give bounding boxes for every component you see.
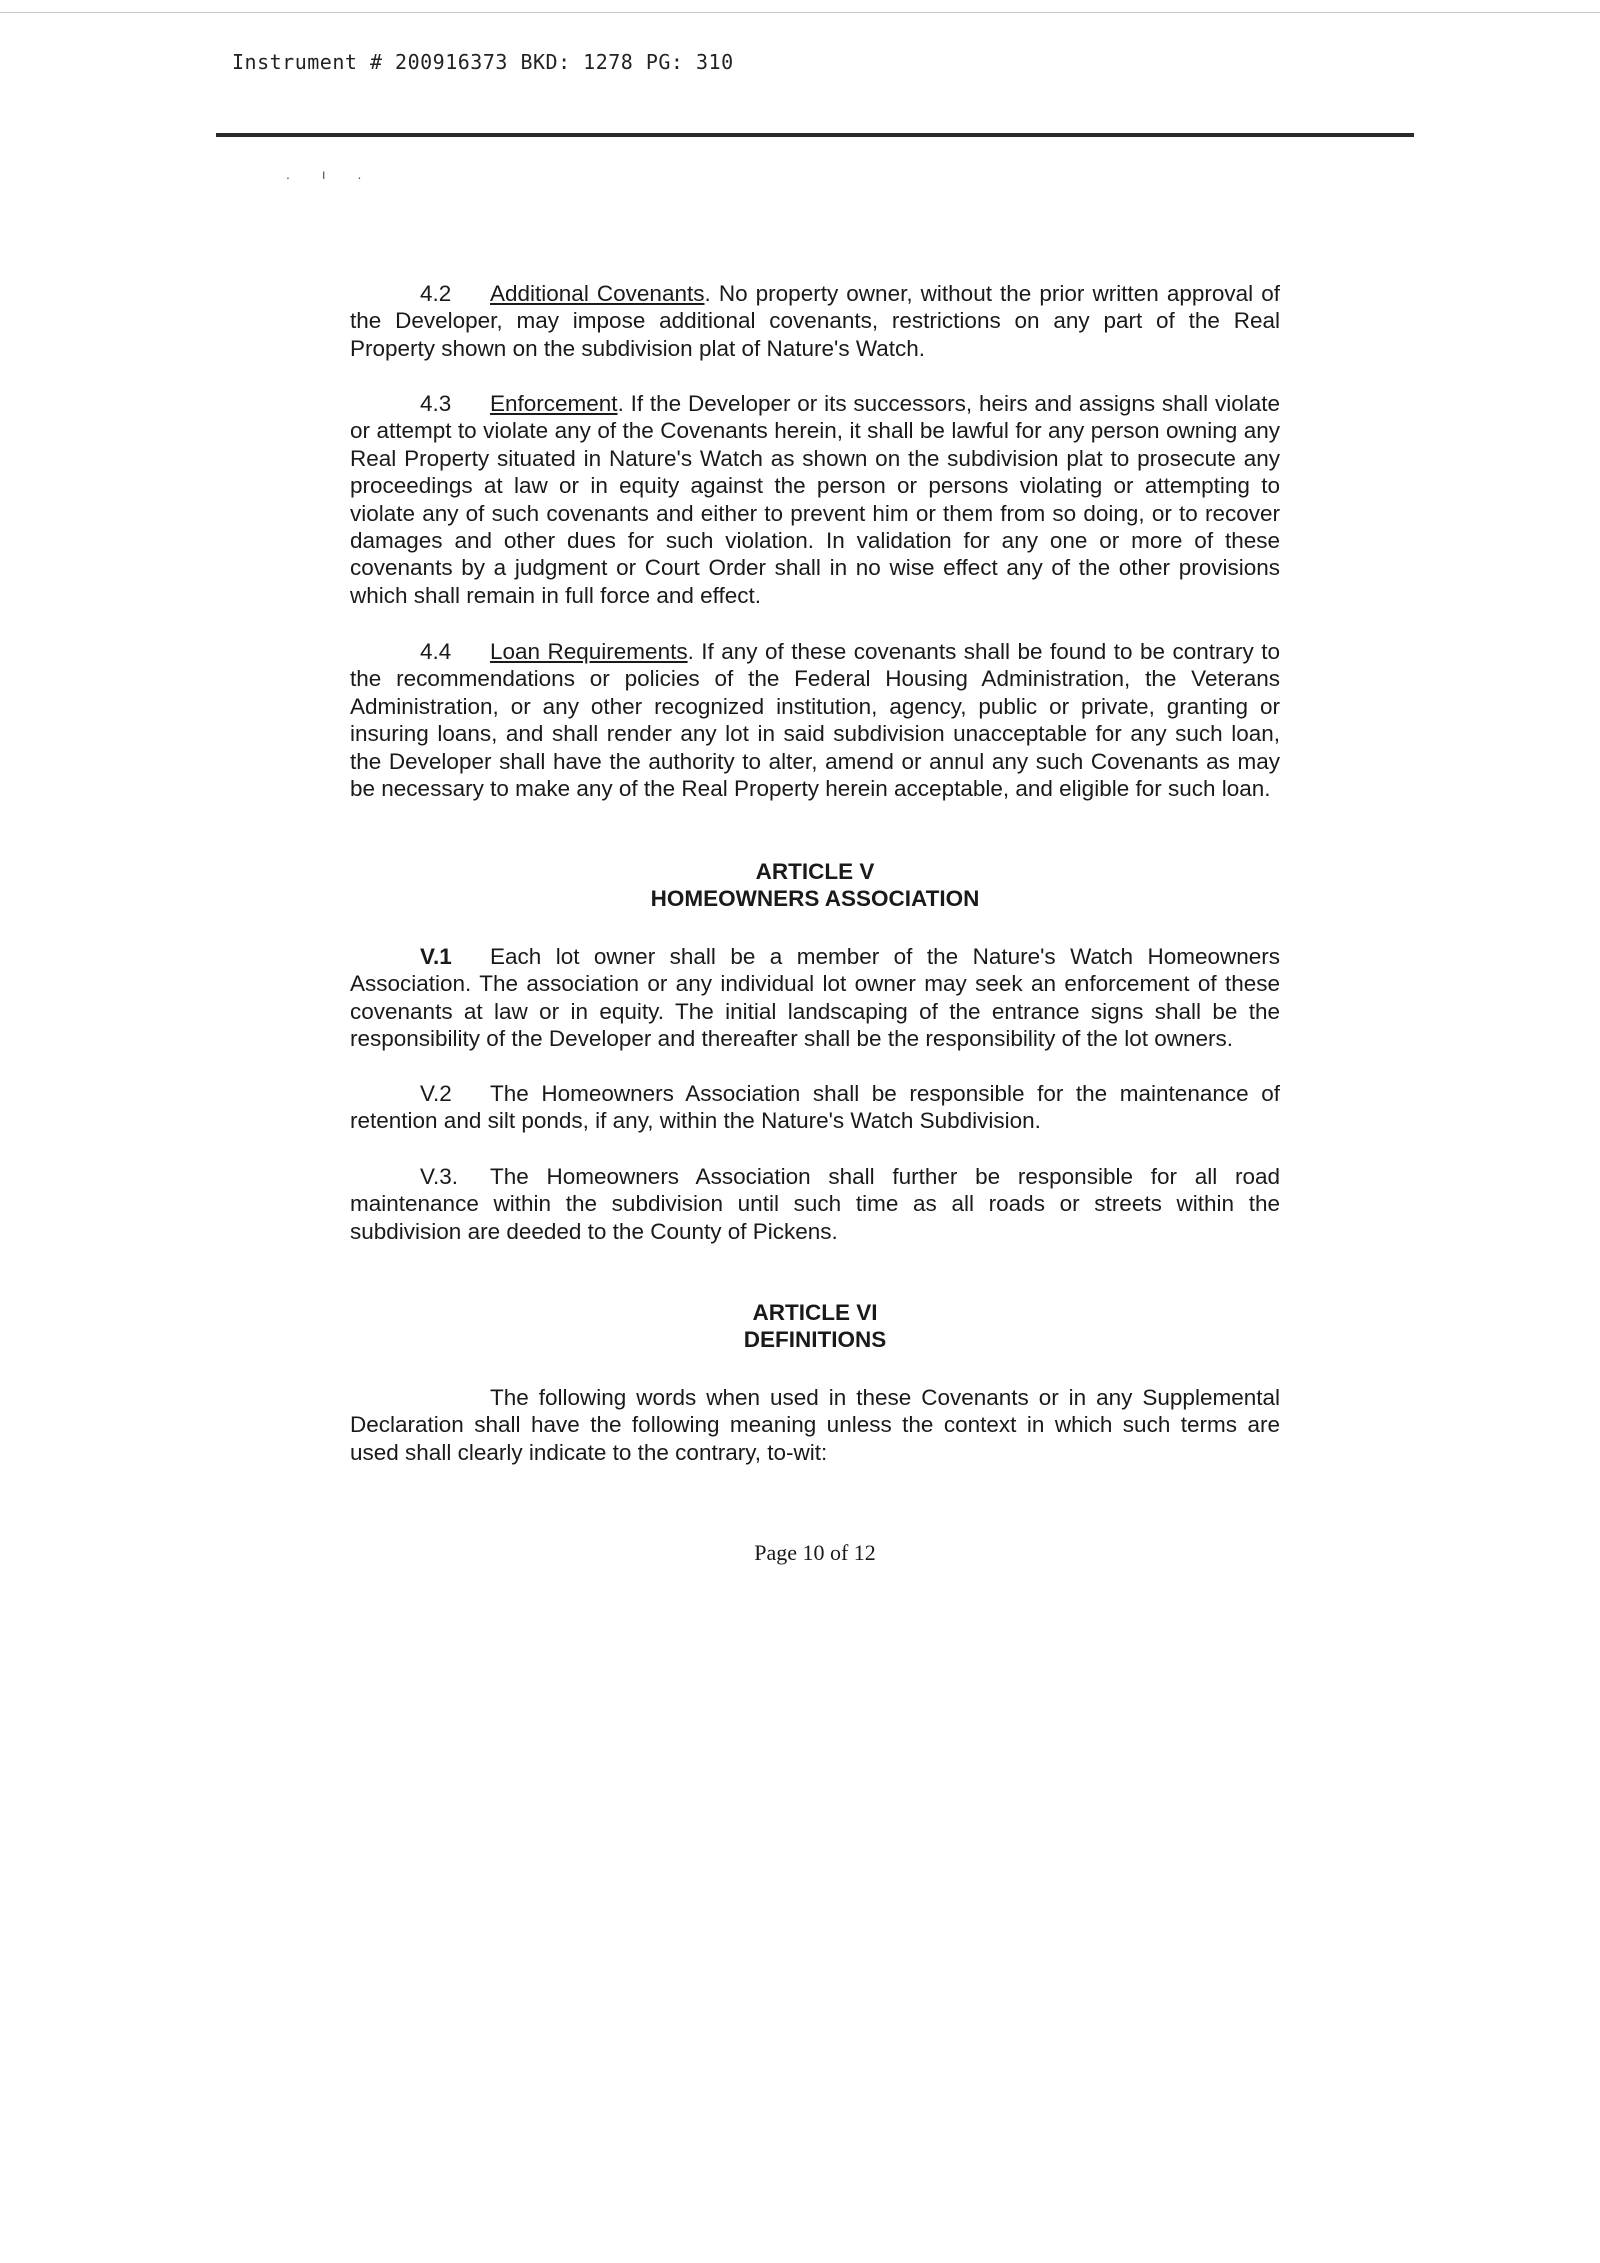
section-number: 4.4	[420, 639, 452, 664]
section-text: . If any of these covenants shall be found to be contrary to the recommendations or policies of the Federal Housing Administration, the Veterans Administration, or any other recognized institution, agency, public or private, granting or insuring loans, and shall render any lot in said subdivision unacceptable for any such loan, the Developer shall have the authority to alter, amend or annul any such Covenants as may be necessary to make any of the Real Property herein acceptable, and eligible for such loan.	[350, 639, 1281, 802]
section-title: Loan Requirements	[490, 639, 688, 664]
header-rule	[216, 133, 1414, 137]
section-text: The Homeowners Association shall further be responsible for all road maintenance within the subdivision until such time as all roads or streets within the subdivision are deeded to the County of Pickens.	[350, 1164, 1280, 1244]
section-number: V.3.	[420, 1164, 458, 1189]
section-title: Enforcement	[490, 391, 618, 416]
section-text: The Homeowners Association shall be responsible for the maintenance of retention and silt ponds, if any, within the Nature's Watch Subdivision.	[350, 1081, 1280, 1134]
article-6-subtitle: DEFINITIONS	[743, 1327, 887, 1353]
section-4-2	[350, 280, 1280, 362]
section-text: . If the Developer or its successors, heirs and assigns shall violate or attempt to violate any of the Covenants herein, it shall be lawful for any person owning any Real Property situated in Nature's Watch as shown on the subdivision plat to prosecute any proceedings at law or in equity against the person or persons violating or attempting to violate any of such covenants and either to prevent him or them from so doing, or to recover damages and other dues for such violation. In validation for any one or more of these covenants by a judgment or Court Order shall in no wise effect any of the other provisions which shall remain in full force and effect.	[350, 391, 1280, 608]
scan-edge-line	[0, 12, 1600, 13]
section-v-3	[350, 1163, 1280, 1245]
article-5-subtitle: HOMEOWNERS ASSOCIATION	[650, 886, 980, 912]
section-v-1	[350, 943, 1280, 1053]
article-5-heading	[350, 858, 1280, 913]
section-4-4	[350, 638, 1280, 802]
page-number: Page 10 of 12	[754, 1540, 876, 1565]
article-6-heading	[350, 1299, 1280, 1354]
section-number: 4.3	[420, 391, 452, 416]
article-5-title: ARTICLE V	[755, 859, 875, 884]
section-number: V.2	[420, 1081, 452, 1106]
section-4-3	[350, 390, 1280, 609]
section-number: 4.2	[420, 281, 452, 306]
scan-specks: . ı .	[286, 166, 376, 182]
article-6-title: ARTICLE VI	[752, 1300, 878, 1325]
section-text: Each lot owner shall be a member of the Nature's Watch Homeowners Association. The association or any individual lot owner may seek an enforcement of these covenants at law or in equity. The initial landscaping of the entrance signs shall be the responsibility of the Developer and thereafter shall be the responsibility of the lot owners.	[350, 944, 1280, 1052]
section-v-2	[350, 1080, 1280, 1135]
section-text: . No property owner, without the prior written approval of the Developer, may impose additional covenants, restrictions on any part of the Real Property shown on the subdivision plat of Nature's Watch.	[350, 281, 1281, 361]
instrument-header: Instrument # 200916373 BKD: 1278 PG: 310	[232, 50, 734, 74]
section-text: The following words when used in these Covenants or in any Supplemental Declaration shall have the following meaning unless the context in which such terms are used shall clearly indicate to the contrary, to-wit:	[350, 1385, 1280, 1465]
section-title: Additional Covenants	[490, 281, 705, 306]
section-number: V.1	[420, 944, 452, 969]
definitions-intro	[350, 1384, 1280, 1466]
